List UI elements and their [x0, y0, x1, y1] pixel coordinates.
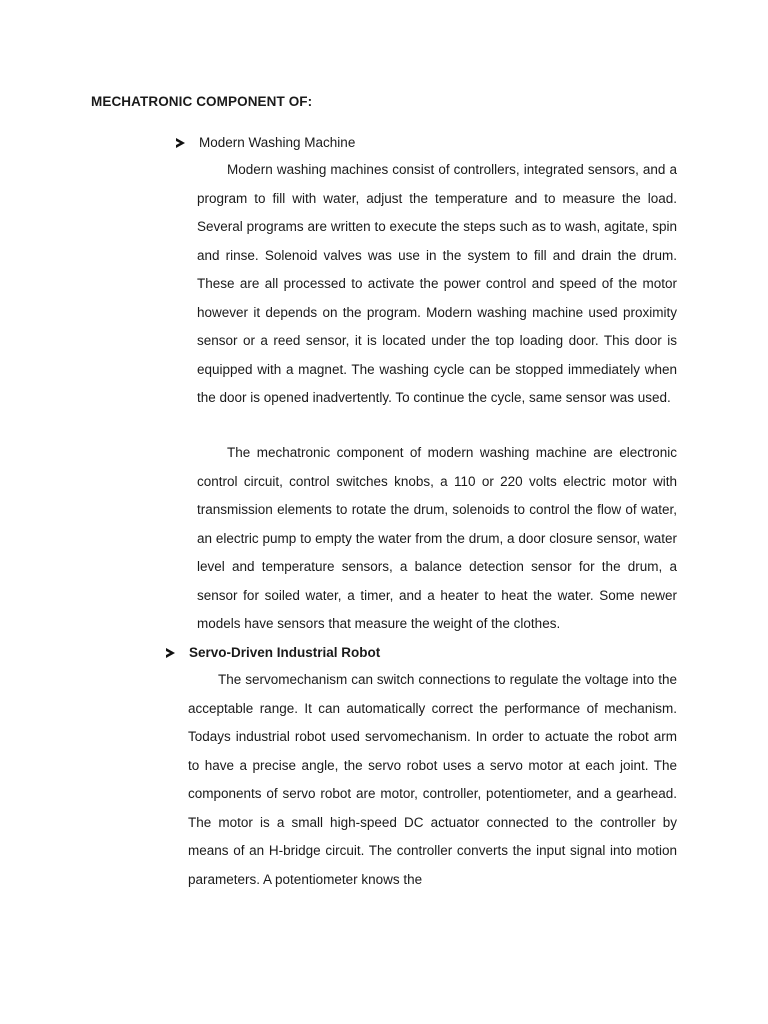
- paragraph-washing-machine-components: The mechatronic component of modern washing machine are electronic control circuit, control switches knobs, a 110 or 220 volts electric motor with transmission elements to rotate the drum, solenoids to control the flow of water, an electric pump to empty the water from the drum, a door closure sensor, water level and temperature sensors, a balance detection sensor for the drum, a sensor for soiled water, a timer, and a heater to heat the water. Some newer models have sensors that measure the weight of the clothes.: [197, 445, 677, 631]
- section-heading-label: Modern Washing Machine: [199, 135, 356, 150]
- section-heading-label: Servo-Driven Industrial Robot: [189, 645, 381, 660]
- arrowhead-bullet-icon: [166, 648, 175, 658]
- paragraph-washing-machine-overview: Modern washing machines consist of controllers, integrated sensors, and a program to fill with water, adjust the temperature and to measure the load. Several programs are written to execute the steps such as to wash, agitate, spin and rinse. Solenoid valves was use in the system to fill and drain the drum. These are all processed to activate the power control and speed of the motor however it depends on the program. Modern washing machine used proximity sensor or a reed sensor, it is located under the top loading door. This door is equipped with a magnet. The washing cycle can be stopped immediately when the door is opened inadvertently. To continue the cycle, same sensor was used.: [197, 162, 677, 405]
- section-heading-servo-robot: [166, 645, 380, 660]
- section-heading-washing-machine: [176, 135, 355, 150]
- paragraph-servo-robot: The servomechanism can switch connections to regulate the voltage into the acceptable range. It can automatically correct the performance of mechanism. Todays industrial robot used servomechanism. In order to actuate the robot arm to have a precise angle, the servo robot uses a servo motor at each joint. The components of servo robot are motor, controller, potentiometer, and a gearhead. The motor is a small high-speed DC actuator connected to the controller by means of an H-bridge circuit. The controller converts the input signal into motion parameters. A potentiometer knows the: [188, 672, 677, 887]
- arrowhead-bullet-icon: [176, 138, 185, 148]
- document-title: MECHATRONIC COMPONENT OF:: [91, 94, 313, 109]
